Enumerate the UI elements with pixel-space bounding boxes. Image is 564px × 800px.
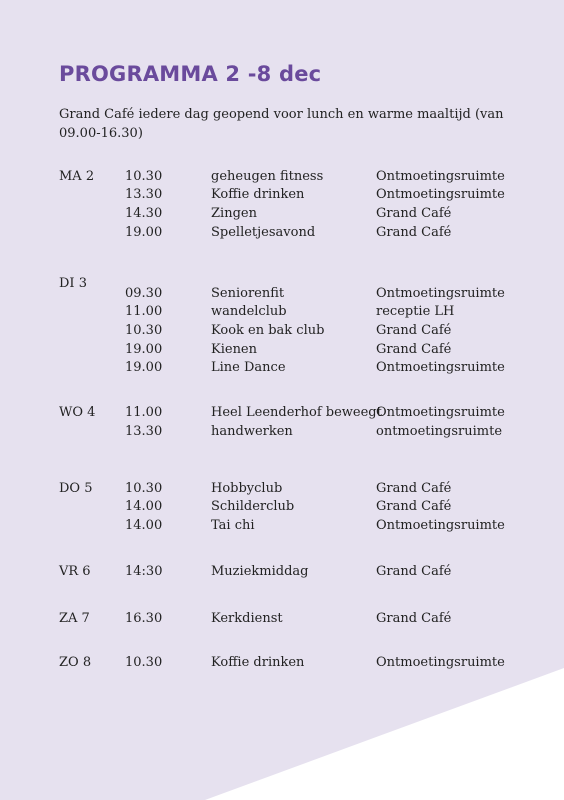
schedule-row xyxy=(0,563,564,581)
time: 14.00 xyxy=(125,518,163,533)
activity: Zingen xyxy=(211,206,257,221)
location: Grand Café xyxy=(376,481,452,496)
schedule-row xyxy=(0,480,564,498)
schedule-row xyxy=(0,205,564,223)
time: 11.00 xyxy=(125,304,163,319)
time: 10.30 xyxy=(125,481,163,496)
schedule-row xyxy=(0,498,564,516)
schedule-row xyxy=(0,168,564,186)
activity: Kook en bak club xyxy=(211,323,325,338)
schedule-row xyxy=(0,359,564,377)
page-title: PROGRAMMA 2 -8 dec xyxy=(59,62,322,86)
activity: geheugen fitness xyxy=(211,169,324,184)
location: Ontmoetingsruimte xyxy=(376,169,505,184)
location: Ontmoetingsruimte xyxy=(376,360,505,375)
location: Grand Café xyxy=(376,342,452,357)
time: 13.30 xyxy=(125,187,163,202)
schedule-row xyxy=(0,303,564,321)
time: 14.00 xyxy=(125,499,163,514)
time: 19.00 xyxy=(125,360,163,375)
location: Grand Café xyxy=(376,611,452,626)
time: 09.30 xyxy=(125,286,163,301)
schedule-row xyxy=(0,186,564,204)
time: 13.30 xyxy=(125,424,163,439)
activity: Line Dance xyxy=(211,360,286,375)
location: ontmoetingsruimte xyxy=(376,424,503,439)
day-label-za: ZA 7 xyxy=(59,611,90,626)
time: 14.30 xyxy=(125,206,163,221)
activity: Seniorenfit xyxy=(211,286,285,301)
schedule-row xyxy=(0,517,564,535)
schedule-row xyxy=(0,285,564,303)
location: Grand Café xyxy=(376,206,452,221)
day-label-zo: ZO 8 xyxy=(59,655,92,670)
location: Ontmoetingsruimte xyxy=(376,655,505,670)
location: Grand Café xyxy=(376,564,452,579)
location: Ontmoetingsruimte xyxy=(376,286,505,301)
schedule-row xyxy=(0,610,564,628)
activity: Koffie drinken xyxy=(211,187,305,202)
day-label-di: DI 3 xyxy=(59,276,87,291)
day-label-ma: MA 2 xyxy=(59,169,95,184)
activity: handwerken xyxy=(211,424,293,439)
location: receptie LH xyxy=(376,304,455,319)
location: Ontmoetingsruimte xyxy=(376,518,505,533)
day-label-vr: VR 6 xyxy=(59,564,91,579)
activity: Hobbyclub xyxy=(211,481,283,496)
location: Ontmoetingsruimte xyxy=(376,187,505,202)
schedule-row xyxy=(0,224,564,242)
activity: Koffie drinken xyxy=(211,655,305,670)
activity: Schilderclub xyxy=(211,499,295,514)
schedule-row xyxy=(0,654,564,672)
schedule-row xyxy=(0,341,564,359)
schedule-row xyxy=(0,423,564,441)
activity: Muziekmiddag xyxy=(211,564,309,579)
time: 10.30 xyxy=(125,655,163,670)
activity: Spelletjesavond xyxy=(211,225,316,240)
location: Grand Café xyxy=(376,225,452,240)
schedule-row xyxy=(0,322,564,340)
activity: Tai chi xyxy=(211,518,255,533)
activity: Kienen xyxy=(211,342,258,357)
time: 19.00 xyxy=(125,342,163,357)
intro-text: Grand Café iedere dag geopend voor lunch en warme maaltijd (van 09.00-16.30) xyxy=(59,107,504,141)
activity: Kerkdienst xyxy=(211,611,283,626)
activity: wandelclub xyxy=(211,304,287,319)
time: 19.00 xyxy=(125,225,163,240)
location: Grand Café xyxy=(376,499,452,514)
schedule-row xyxy=(0,404,564,422)
location: Grand Café xyxy=(376,323,452,338)
time: 10.30 xyxy=(125,169,163,184)
time: 16.30 xyxy=(125,611,163,626)
day-label-do: DO 5 xyxy=(59,481,93,496)
time: 14:30 xyxy=(125,564,163,579)
time: 11.00 xyxy=(125,405,163,420)
activity: Heel Leenderhof beweegt xyxy=(211,405,382,420)
location: Ontmoetingsruimte xyxy=(376,405,505,420)
day-label-wo: WO 4 xyxy=(59,405,96,420)
time: 10.30 xyxy=(125,323,163,338)
